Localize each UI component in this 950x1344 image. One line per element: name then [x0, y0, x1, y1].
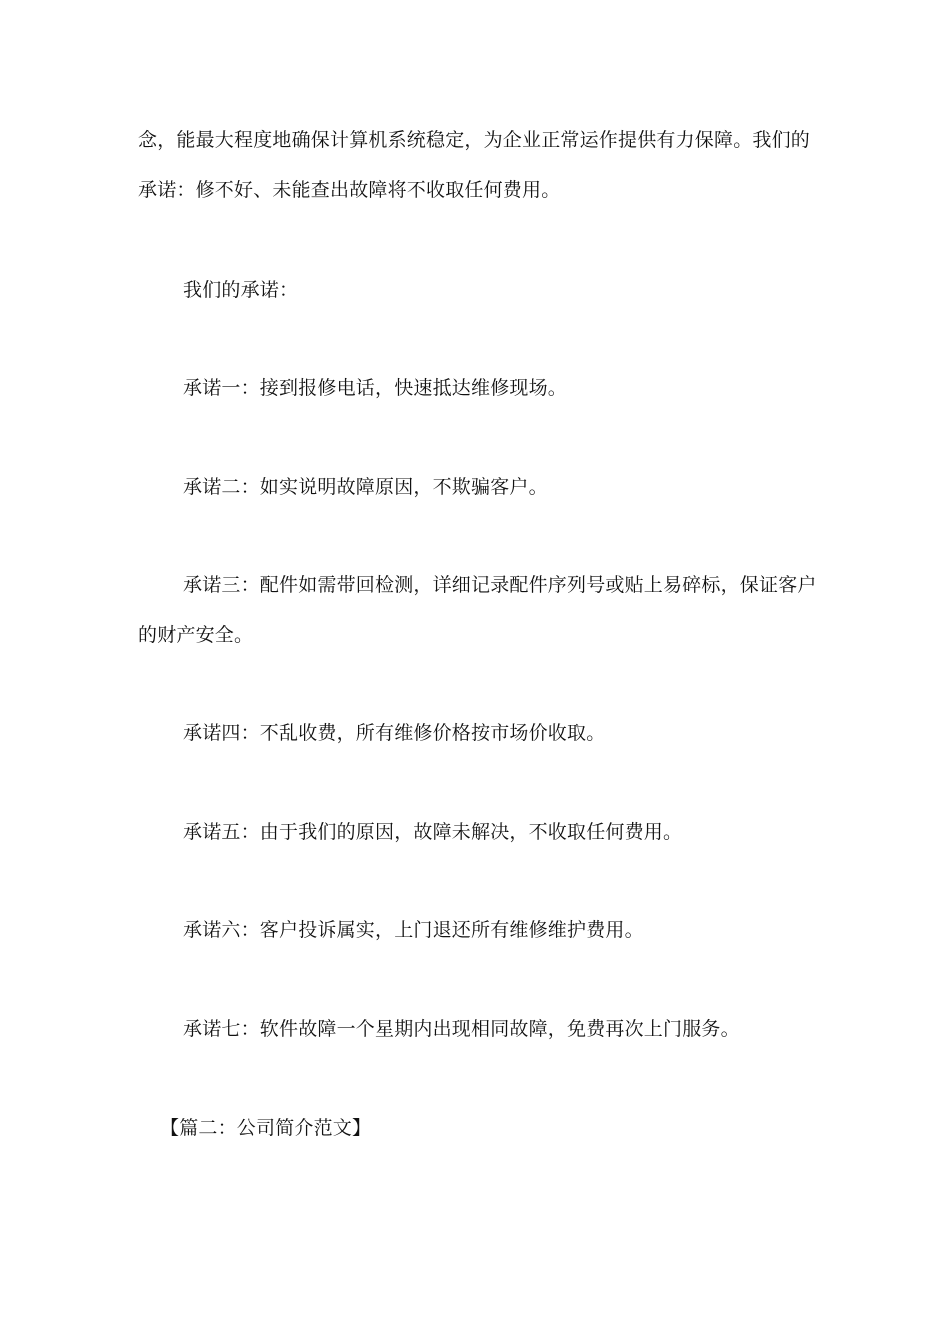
commitment-4: 承诺四：不乱收费，所有维修价格按市场价收取。: [183, 722, 606, 744]
intro-paragraph-line-1: 念，能最大程度地确保计算机系统稳定，为企业正常运作提供有力保障。我们的: [138, 129, 811, 151]
section-heading: 【篇二：公司简介范文】: [160, 1117, 372, 1139]
commitment-3-line-1: 承诺三：配件如需带回检测，详细记录配件序列号或贴上易碎标，保证客户: [183, 574, 817, 596]
commitment-1: 承诺一：接到报修电话，快速抵达维修现场。: [183, 377, 568, 399]
commitment-3-line-2: 的财产安全。: [138, 624, 254, 646]
commitment-5: 承诺五：由于我们的原因，故障未解决，不收取任何费用。: [183, 821, 683, 843]
intro-paragraph-line-2: 承诺：修不好、未能查出故障将不收取任何费用。: [138, 179, 561, 201]
commitment-7: 承诺七：软件故障一个星期内出现相同故障，免费再次上门服务。: [183, 1018, 740, 1040]
commitment-2: 承诺二：如实说明故障原因，不欺骗客户。: [183, 476, 548, 498]
commitments-heading: 我们的承诺：: [183, 279, 299, 301]
commitment-6: 承诺六：客户投诉属实，上门退还所有维修维护费用。: [183, 919, 644, 941]
